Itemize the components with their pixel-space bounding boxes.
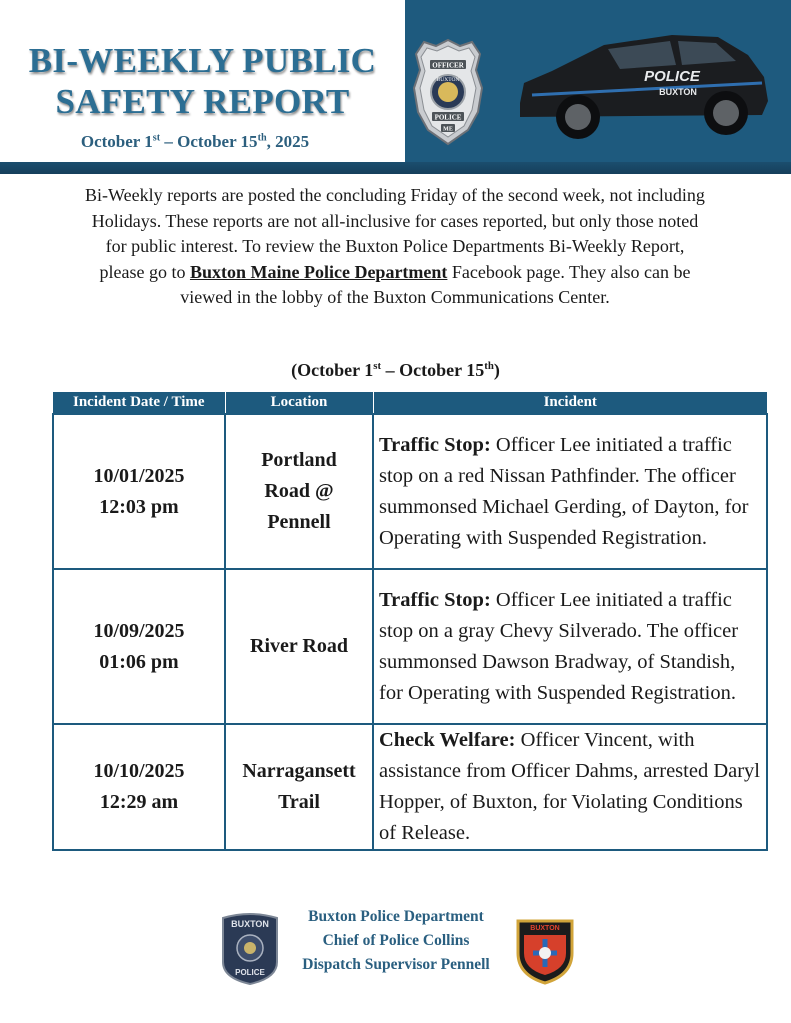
table-caption <box>0 360 791 381</box>
dispatch-supervisor-name: Dispatch Supervisor Pennell <box>302 956 490 973</box>
date-start-suffix: st <box>152 132 161 144</box>
badge-mid-text: BUXTON <box>436 77 460 83</box>
police-car-image <box>512 25 774 145</box>
incident-location <box>225 414 373 569</box>
left-logo-top-text: BUXTON <box>231 919 269 929</box>
location-line: River Road <box>250 635 348 657</box>
incident-location <box>225 569 373 724</box>
date-end-suffix: th <box>257 132 267 144</box>
table-row <box>53 724 767 850</box>
location-line: Pennell <box>267 511 331 533</box>
incident-location <box>225 724 373 850</box>
incident-date-time <box>53 569 225 724</box>
table-row <box>53 414 767 569</box>
title-line-1: BI-WEEKLY PUBLIC <box>28 41 377 80</box>
caption-suffix-2: th <box>484 360 494 372</box>
report-header <box>0 0 791 165</box>
location-line: Narragansett <box>242 760 356 782</box>
incident-text: Officer Lee initiated a traffic stop on a gray Chevy Silverado. The officer summonsed Dawson Bradway, of Standish, for Operating with Suspended Registration. <box>379 588 739 704</box>
police-badge-icon <box>410 38 486 146</box>
badge-top-text: OFFICER <box>432 61 464 70</box>
caption-start: (October 1 <box>291 360 374 380</box>
intro-text-start: Bi-Weekly reports are posted the concluding Friday of the second week, not including Holidays. These reports are not all-inclusive for cases reported, but only those noted for public interest. To review the Buxton Police Departments Bi-Weekly Report, please go to <box>85 185 705 282</box>
date-end: – October 15 <box>160 132 258 151</box>
incident-time: 01:06 pm <box>99 650 179 673</box>
table-header-row <box>53 392 767 414</box>
right-logo-top-text: BUXTON <box>530 925 560 932</box>
facebook-page-link[interactable]: Buxton Maine Police Department <box>189 261 448 282</box>
incident-type: Check Welfare: <box>379 729 516 751</box>
incident-text: Officer Lee initiated a traffic stop on a red Nissan Pathfinder. The officer summonsed Michael Gerding, of Dayton, for Operating with Suspended Registration. <box>379 433 749 549</box>
location-line: Trail <box>278 791 320 813</box>
badge-state-text: ME <box>443 126 453 133</box>
intro-text-end: Facebook page. They also can be viewed in the lobby of the Buxton Communications Center. <box>180 261 691 307</box>
location-line: Road @ <box>264 480 334 502</box>
incident-description <box>373 724 767 850</box>
report-date-range <box>0 132 390 152</box>
left-logo-bottom-text: POLICE <box>235 968 265 977</box>
caption-mid: – October 15 <box>381 360 485 380</box>
caption-suffix-1: st <box>373 360 382 372</box>
incident-text: Officer Vincent, with assistance from Officer Dahms, arrested Daryl Hopper, of Buxton, for Violating Conditions of Release. <box>379 729 761 844</box>
incident-date-time <box>53 724 225 850</box>
department-name: Buxton Police Department <box>308 908 484 925</box>
chief-name: Chief of Police Collins <box>322 932 470 949</box>
date-start: October 1 <box>80 132 153 151</box>
footer-signature <box>280 905 512 977</box>
title-line-2: SAFETY REPORT <box>55 82 350 121</box>
incident-date-time <box>53 414 225 569</box>
incident-date: 10/09/2025 <box>93 619 185 642</box>
incident-type: Traffic Stop: <box>379 433 491 456</box>
intro-paragraph <box>84 183 706 311</box>
incident-time: 12:03 pm <box>99 495 179 518</box>
location-line: Portland <box>261 449 337 471</box>
incident-description <box>373 414 767 569</box>
caption-close: ) <box>493 360 500 380</box>
header-date-time: Incident Date / Time <box>53 392 225 414</box>
incident-date: 10/01/2025 <box>93 464 185 487</box>
police-patch-logo-icon <box>219 910 281 986</box>
page-title <box>0 40 405 122</box>
incident-table <box>52 392 768 851</box>
incident-date: 10/10/2025 <box>93 760 185 782</box>
badge-bottom-text: POLICE <box>434 113 462 122</box>
header-divider-bar <box>0 162 791 174</box>
car-buxton-text: BUXTON <box>659 87 697 97</box>
communications-shield-logo-icon <box>514 915 576 985</box>
header-location: Location <box>225 392 373 414</box>
incident-type: Traffic Stop: <box>379 588 491 611</box>
table-row <box>53 569 767 724</box>
header-incident: Incident <box>373 392 767 414</box>
date-year: , 2025 <box>266 132 310 151</box>
incident-time: 12:29 am <box>99 791 179 813</box>
incident-description <box>373 569 767 724</box>
car-police-text: POLICE <box>644 68 700 85</box>
